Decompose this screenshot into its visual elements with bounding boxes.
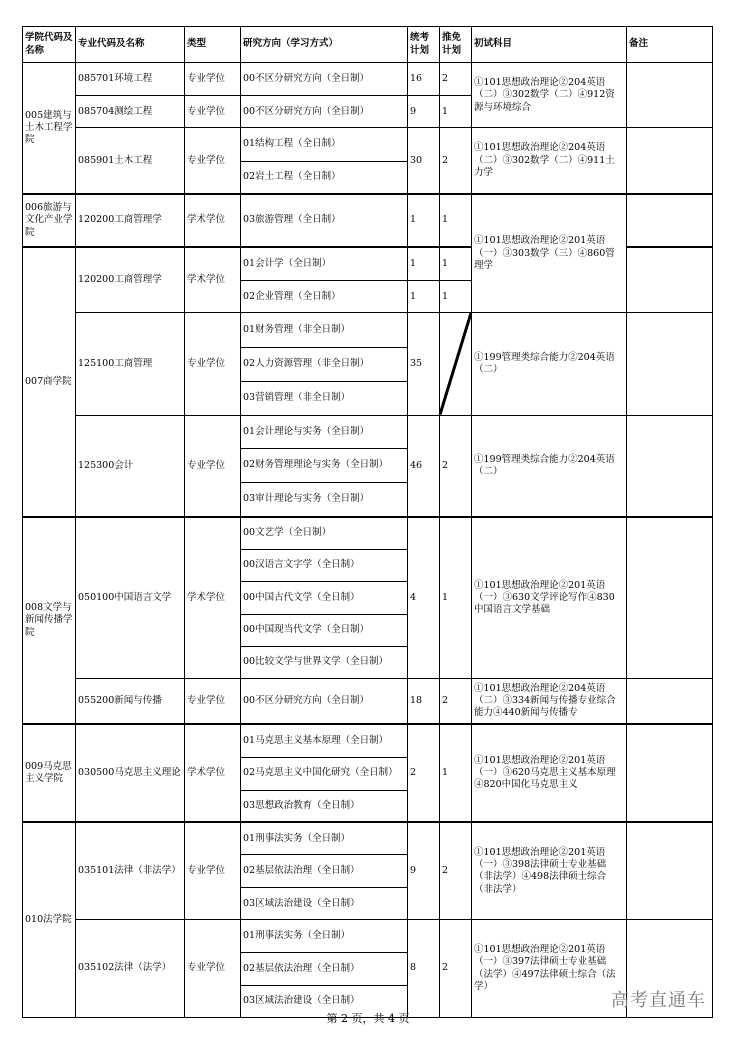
exam-cell: ①101思想政治理论②201英语（一）③630文学评论写作④830中国语言文学基础 <box>472 517 627 679</box>
major-cell: 120200工商管理学 <box>76 247 185 313</box>
type-cell: 专业学位 <box>185 920 241 1018</box>
remark-cell <box>627 679 713 724</box>
exempt-plan-cell: 1 <box>440 517 472 679</box>
remark-cell <box>627 247 713 313</box>
exempt-plan-cell: 2 <box>440 128 472 194</box>
college-cell: 006旅游与文化产业学院 <box>23 194 76 246</box>
college-cell: 008文学与新闻传播学院 <box>23 517 76 724</box>
header-row <box>23 27 713 63</box>
type-cell: 专业学位 <box>185 679 241 724</box>
major-cell: 125100工商管理 <box>76 313 185 416</box>
direction-cell: 02马克思主义中国化研究（全日制） <box>241 757 408 790</box>
exam-cell: ①101思想政治理论②201英语（一）③397法律硕士专业基础（法学）④497法律硕士综合（法学） <box>472 920 627 1018</box>
remark-cell <box>627 313 713 416</box>
exam-cell: ①101思想政治理论②204英语（二）③334新闻与传播专业综合能力④440新闻与传播专 <box>472 679 627 724</box>
direction-cell: 02企业管理（全日制） <box>241 281 408 313</box>
exam-cell: ①101思想政治理论②204英语（二）③302数学（二）④912资源与环境综合 <box>472 63 627 128</box>
direction-cell: 01会计学（全日制） <box>241 247 408 281</box>
remark-cell <box>627 194 713 246</box>
unified-plan-cell: 1 <box>408 281 440 313</box>
major-cell: 035102法律（法学） <box>76 920 185 1018</box>
remark-cell <box>627 724 713 822</box>
header-college: 学院代码及名称 <box>23 27 76 63</box>
table-row <box>23 194 713 246</box>
type-cell: 专业学位 <box>185 96 241 128</box>
direction-cell: 02人力资源管理（非全日制） <box>241 347 408 381</box>
watermark: 高考直通车 <box>611 990 706 1011</box>
major-cell: 085901土木工程 <box>76 128 185 194</box>
header-direction: 研究方向（学习方式） <box>241 27 408 63</box>
unified-plan-cell: 1 <box>408 247 440 281</box>
unified-plan-cell: 9 <box>408 822 440 919</box>
exam-cell: ①101思想政治理论②201英语（一）③620马克思主义基本原理④820中国化马克思主义 <box>472 724 627 822</box>
exam-cell: ①101思想政治理论②201英语（一）③398法律硕士专业基础（非法学）④498法律硕士综合（非法学） <box>472 822 627 919</box>
unified-plan-cell: 30 <box>408 128 440 194</box>
direction-cell: 00不区分研究方向（全日制） <box>241 679 408 724</box>
table-row <box>23 63 713 96</box>
admissions-table <box>22 26 713 1018</box>
college-cell: 010法学院 <box>23 822 76 1017</box>
type-cell: 学术学位 <box>185 194 241 246</box>
unified-plan-cell: 2 <box>408 724 440 822</box>
major-cell: 055200新闻与传播 <box>76 679 185 724</box>
remark-cell <box>627 63 713 128</box>
direction-cell: 02基层依法治理（全日制） <box>241 953 408 985</box>
table-row <box>23 920 713 953</box>
remark-cell <box>627 415 713 517</box>
type-cell: 学术学位 <box>185 724 241 822</box>
major-cell: 035101法律（非法学） <box>76 822 185 919</box>
exempt-plan-cell: 2 <box>440 920 472 1018</box>
exempt-plan-cell: 1 <box>440 281 472 313</box>
direction-cell: 00汉语言文字学（全日制） <box>241 549 408 581</box>
table-row <box>23 822 713 854</box>
college-cell: 009马克思主义学院 <box>23 724 76 822</box>
major-cell: 125300会计 <box>76 415 185 517</box>
exempt-plan-cell: 1 <box>440 724 472 822</box>
major-cell: 050100中国语言文学 <box>76 517 185 679</box>
unified-plan-cell: 4 <box>408 517 440 679</box>
header-major: 专业代码及名称 <box>76 27 185 63</box>
exam-cell: ①101思想政治理论②201英语（一）③303数学（三）④860管理学 <box>472 194 627 313</box>
type-cell: 专业学位 <box>185 822 241 919</box>
exam-cell: ①199管理类综合能力②204英语（二） <box>472 415 627 517</box>
exempt-plan-cell: 1 <box>440 247 472 281</box>
diagonal-slash <box>440 313 471 415</box>
unified-plan-cell: 1 <box>408 194 440 246</box>
exempt-plan-cell: 2 <box>440 415 472 517</box>
unified-plan-cell: 18 <box>408 679 440 724</box>
major-cell: 030500马克思主义理论 <box>76 724 185 822</box>
exempt-plan-cell: 2 <box>440 63 472 96</box>
type-cell: 学术学位 <box>185 247 241 313</box>
major-cell: 085704测绘工程 <box>76 96 185 128</box>
direction-cell: 00不区分研究方向（全日制） <box>241 96 408 128</box>
table-row <box>23 679 713 724</box>
header-exempt-plan: 推免计划 <box>440 27 472 63</box>
remark-cell <box>627 128 713 194</box>
exempt-plan-cell: 2 <box>440 822 472 919</box>
direction-cell: 01刑事法实务（全日制） <box>241 822 408 854</box>
exam-cell: ①199管理类综合能力②204英语（二） <box>472 313 627 416</box>
direction-cell: 00文艺学（全日制） <box>241 517 408 549</box>
direction-cell: 03旅游管理（全日制） <box>241 194 408 246</box>
unified-plan-cell: 46 <box>408 415 440 517</box>
table-row <box>23 415 713 448</box>
direction-cell: 00不区分研究方向（全日制） <box>241 63 408 96</box>
direction-cell: 00比较文学与世界文学（全日制） <box>241 647 408 679</box>
table-row <box>23 128 713 161</box>
type-cell: 专业学位 <box>185 313 241 416</box>
unified-plan-cell: 8 <box>408 920 440 1018</box>
exam-cell: ①101思想政治理论②204英语（二）③302数学（二）④911土力学 <box>472 128 627 194</box>
remark-cell <box>627 822 713 919</box>
college-cell: 007商学院 <box>23 247 76 517</box>
exempt-plan-cell: 2 <box>440 679 472 724</box>
unified-plan-cell: 16 <box>408 63 440 96</box>
remark-cell <box>627 517 713 679</box>
table-row <box>23 517 713 549</box>
college-cell: 005建筑与土木工程学院 <box>23 63 76 195</box>
exempt-plan-cell-slash <box>440 313 472 416</box>
direction-cell: 03思想政治教育（全日制） <box>241 790 408 822</box>
direction-cell: 03区域法治建设（全日制） <box>241 985 408 1017</box>
type-cell: 学术学位 <box>185 517 241 679</box>
page-footer: 第 2 页，共 4 页 <box>326 1012 410 1025</box>
table-row <box>23 313 713 347</box>
direction-cell: 01结构工程（全日制） <box>241 128 408 161</box>
direction-cell: 03营销管理（非全日制） <box>241 381 408 415</box>
type-cell: 专业学位 <box>185 63 241 96</box>
header-unified-plan: 统考计划 <box>408 27 440 63</box>
exempt-plan-cell: 1 <box>440 194 472 246</box>
type-cell: 专业学位 <box>185 128 241 194</box>
unified-plan-cell: 9 <box>408 96 440 128</box>
direction-cell: 01财务管理（非全日制） <box>241 313 408 347</box>
table-row <box>23 724 713 757</box>
direction-cell: 00中国现当代文学（全日制） <box>241 614 408 646</box>
direction-cell: 01刑事法实务（全日制） <box>241 920 408 953</box>
header-exam-subjects: 初试科目 <box>472 27 627 63</box>
major-cell: 120200工商管理学 <box>76 194 185 246</box>
exempt-plan-cell: 1 <box>440 96 472 128</box>
major-cell: 085701环境工程 <box>76 63 185 96</box>
direction-cell: 01马克思主义基本原理（全日制） <box>241 724 408 757</box>
direction-cell: 03审计理论与实务（全日制） <box>241 483 408 517</box>
type-cell: 专业学位 <box>185 415 241 517</box>
direction-cell: 02财务管理理论与实务（全日制） <box>241 449 408 483</box>
direction-cell: 02基层依法治理（全日制） <box>241 855 408 888</box>
direction-cell: 03区域法治建设（全日制） <box>241 888 408 920</box>
header-remarks: 备注 <box>627 27 713 63</box>
unified-plan-cell: 35 <box>408 313 440 416</box>
header-type: 类型 <box>185 27 241 63</box>
direction-cell: 02岩土工程（全日制） <box>241 161 408 194</box>
direction-cell: 00中国古代文学（全日制） <box>241 581 408 614</box>
direction-cell: 01会计理论与实务（全日制） <box>241 415 408 448</box>
